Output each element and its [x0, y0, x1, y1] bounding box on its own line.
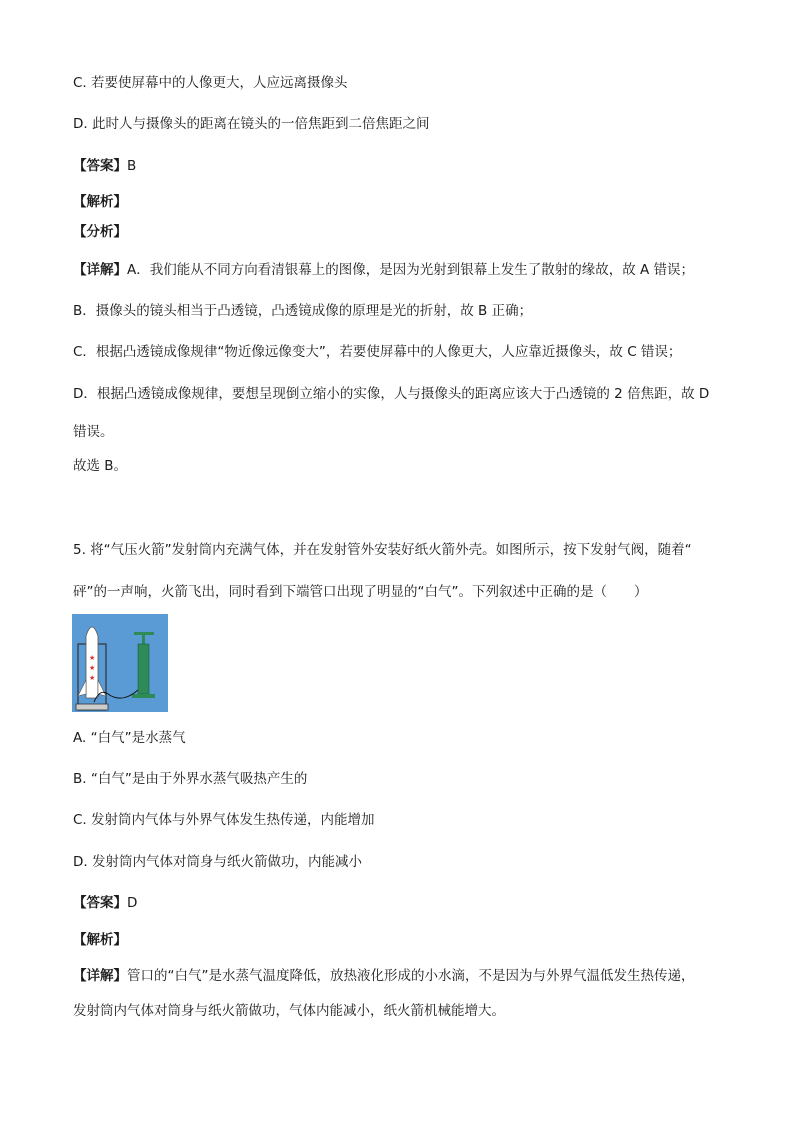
rocket-pump-figure	[72, 614, 168, 712]
rocket-star-icon: ★	[89, 654, 96, 662]
rocket-body	[86, 627, 98, 698]
pump-rod	[142, 635, 145, 645]
option-c-line: C. 若要使屏幕中的人像更大，人应远离摄像头	[73, 75, 348, 91]
detail-tag: 【详解】	[73, 262, 127, 278]
detail-d-continuation: 错误。	[73, 424, 114, 440]
question5-stem-line1: 5. 将“气压火箭”发射筒内充满气体，并在发射管外安装好纸火箭外壳。如图所示，按下发射气阀，随着“	[73, 542, 692, 558]
answer-line	[73, 157, 136, 175]
detail-text: 管口的“白气”是水蒸气温度降低，放热液化形成的小水滴，不是因为与外界气温低发生热传递，	[127, 968, 695, 984]
option-d-line: D. 发射筒内气体对筒身与纸火箭做功，内能减小	[73, 854, 362, 870]
analysis-tag: 【解析】	[73, 932, 127, 948]
answer-value: D	[127, 895, 138, 911]
pump-handle	[134, 632, 154, 635]
option-c-line: C. 发射筒内气体与外界气体发生热传递，内能增加	[73, 812, 375, 828]
answer-line	[73, 894, 137, 912]
analysis-tag: 【解析】	[73, 194, 127, 210]
detail-line1	[73, 967, 695, 985]
fenxi-tag: 【分析】	[73, 224, 127, 240]
detail-b-line: B．摄像头的镜头相当于凸透镜，凸透镜成像的原理是光的折射，故 B 正确；	[73, 303, 533, 319]
detail-a-line	[73, 261, 694, 279]
detail-a-text: A．我们能从不同方向看清银幕上的图像，是因为光射到银幕上发生了散射的缘故，故 A 错误；	[127, 262, 695, 278]
answer-tag: 【答案】	[73, 158, 127, 174]
rocket-star-icon: ★	[89, 664, 96, 672]
rocket-star-icon: ★	[89, 674, 96, 682]
pump-base	[132, 694, 155, 698]
detail-c-line: C．根据凸透镜成像规律“物近像远像变大”，若要使屏幕中的人像更大，人应靠近摄像头，故 C 错误；	[73, 344, 682, 360]
launch-base	[76, 704, 108, 710]
answer-value: B	[127, 158, 137, 174]
option-d-line: D. 此时人与摄像头的距离在镜头的一倍焦距到二倍焦距之间	[73, 116, 430, 132]
question5-stem-line2: 砰”的一声响，火箭飞出，同时看到下端管口出现了明显的“白气”。下列叙述中正确的是（ ）	[73, 584, 648, 600]
detail-line2: 发射筒内气体对筒身与纸火箭做功，气体内能减小，纸火箭机械能增大。	[73, 1003, 505, 1019]
conclusion-line: 故选 B。	[73, 458, 128, 474]
option-b-line: B. “白气”是由于外界水蒸气吸热产生的	[73, 771, 308, 787]
detail-tag: 【详解】	[73, 968, 127, 984]
pump-barrel	[138, 644, 149, 694]
detail-d-line: D．根据凸透镜成像规律，要想呈现倒立缩小的实像，人与摄像头的距离应该大于凸透镜的 2 倍焦距，故 D	[73, 386, 710, 402]
answer-tag: 【答案】	[73, 895, 127, 911]
option-a-line: A. “白气”是水蒸气	[73, 730, 186, 746]
